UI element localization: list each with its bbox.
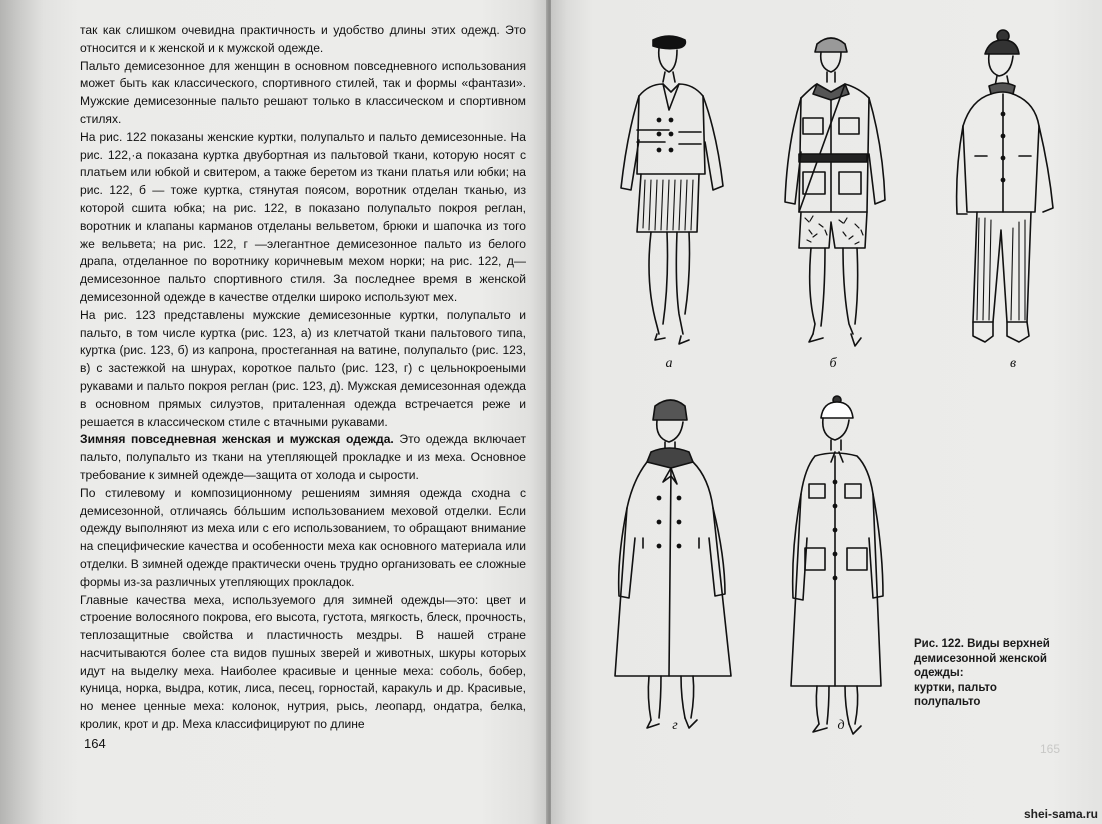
figure-g-drawing	[613, 398, 763, 738]
paragraph: На рис. 122 показаны женские куртки, полупальто и пальто демисезонные. На рис. 122,·а показана куртка двубортная из пальтовой ткани, которую носят с платьем или юбкой и свитером, а также беретом из ткани платья или юбки; на рис. 122, б — тоже куртка, стянутая поясом, воротник отделан тканью, из которой сшита юбка; на рис. 122, в показано полупальто покроя реглан, воротник и клапаны карманов отделаны вельветом, брюки и шапочка из того же вельвета; на рис. 122, г —элегантное демисезонное пальто из белого драпа, отделанное по воротнику коричневым мехом норки; на рис. 122, д—демисезонное пальто спортивного стиля. За последнее время в женской демисезонной одежде в качестве отделки широко используют мех.	[80, 129, 526, 304]
figure-caption	[914, 637, 1086, 710]
section-heading: Зимняя повседневная женская и мужская одежда.	[80, 432, 394, 447]
figure-v-drawing	[949, 30, 1099, 364]
paragraph: По стилевому и композиционному решениям зимняя одежда сходна с демисезонной, отличаясь бóльшим использованием меховой отделки. Если одежду выполняют из меха или с его использованием, то обращают внимание на специфические качества и особенности меха как основного материала или отделки. В зимней одежде практически очень трудно организовать ее сложные формы из-за различных утепляющих прокладок.	[80, 485, 526, 589]
figure-b-drawing	[773, 34, 913, 364]
figure-d-drawing	[779, 398, 929, 738]
caption-line: Рис. 122. Виды верхней	[914, 638, 1050, 650]
figure-d	[779, 398, 929, 738]
caption-line: куртки, пальто	[914, 681, 997, 694]
faint-page-number: 165	[1040, 742, 1061, 756]
right-page	[551, 0, 1102, 824]
figure-g	[613, 398, 763, 738]
figure-b	[773, 34, 913, 371]
figure-a-drawing	[613, 34, 753, 364]
figure-label: а	[665, 356, 673, 371]
left-page	[0, 0, 548, 824]
winter-text: Это одежда включает пальто, полупальто из ткани на утепляющей прокладке и из меха. Основное требование к зимней одежде—защита от холода и сырости.	[80, 432, 526, 482]
figure-v	[949, 30, 1099, 371]
paragraph: так как слишком очевидна практичность и удобство длины этих одежд. Это относится и к женской и к мужской одежде.	[80, 23, 526, 55]
paragraph: На рис. 123 представлены мужские демисезонные куртки, полупальто и пальто, в том числе куртка (рис. 123, а) из клетчатой ткани пальтового типа, куртка (рис. 123, б) из капрона, простеганная на ватине, полупальто (рис. 123, в) с застежкой на шнурах, короткое пальто (рис. 123, г) с цельнокроеными рукавами и пальто покроя реглан (рис. 123, д). Мужская демисезонная одежда в основном прямых силуэтов, приталенная одежда встречается реже и решается в классическом стиле с втачными рукавами.	[80, 307, 526, 429]
figure-label: б	[829, 356, 837, 371]
body-text	[80, 22, 526, 734]
caption-line: одежды:	[914, 667, 964, 679]
caption-line: демисезонной женской	[914, 652, 1047, 665]
paragraph: Пальто демисезонное для женщин в основном повседневного использования может быть как классического, спортивного стилей, так и формы «фантази». Мужские демисезонные пальто решают только в классическом и спортивном стилях.	[80, 58, 526, 126]
figure-a	[613, 34, 753, 371]
figure-label: в	[1009, 356, 1017, 371]
page-number: 164	[84, 736, 106, 751]
watermark: shei-sama.ru	[1023, 807, 1098, 821]
figure-label: д	[837, 718, 845, 733]
paragraph-winter	[80, 431, 526, 484]
paragraph: Главные качества меха, используемого для зимней одежды—это: цвет и строение волосяного покрова, его высота, густота, мягкость, блеск, прочность, теплозащитные свойства и пластичность мездры. В нашей стране насчитываются более ста видов пушных зверей и животных, шкуры которых идут на выделку меха. Наиболее красивые и ценные меха: соболь, бобер, куница, норка, выдра, котик, лиса, песец, горностай, каракуль и др. Красивые, но менее ценные меха: колонок, нутрия, рысь, леопард, ондатра, белка, кролик, крот и др. Меха классифицируют по длине	[80, 592, 526, 732]
figure-label: г	[672, 718, 678, 733]
caption-line: полупальто	[914, 696, 981, 708]
